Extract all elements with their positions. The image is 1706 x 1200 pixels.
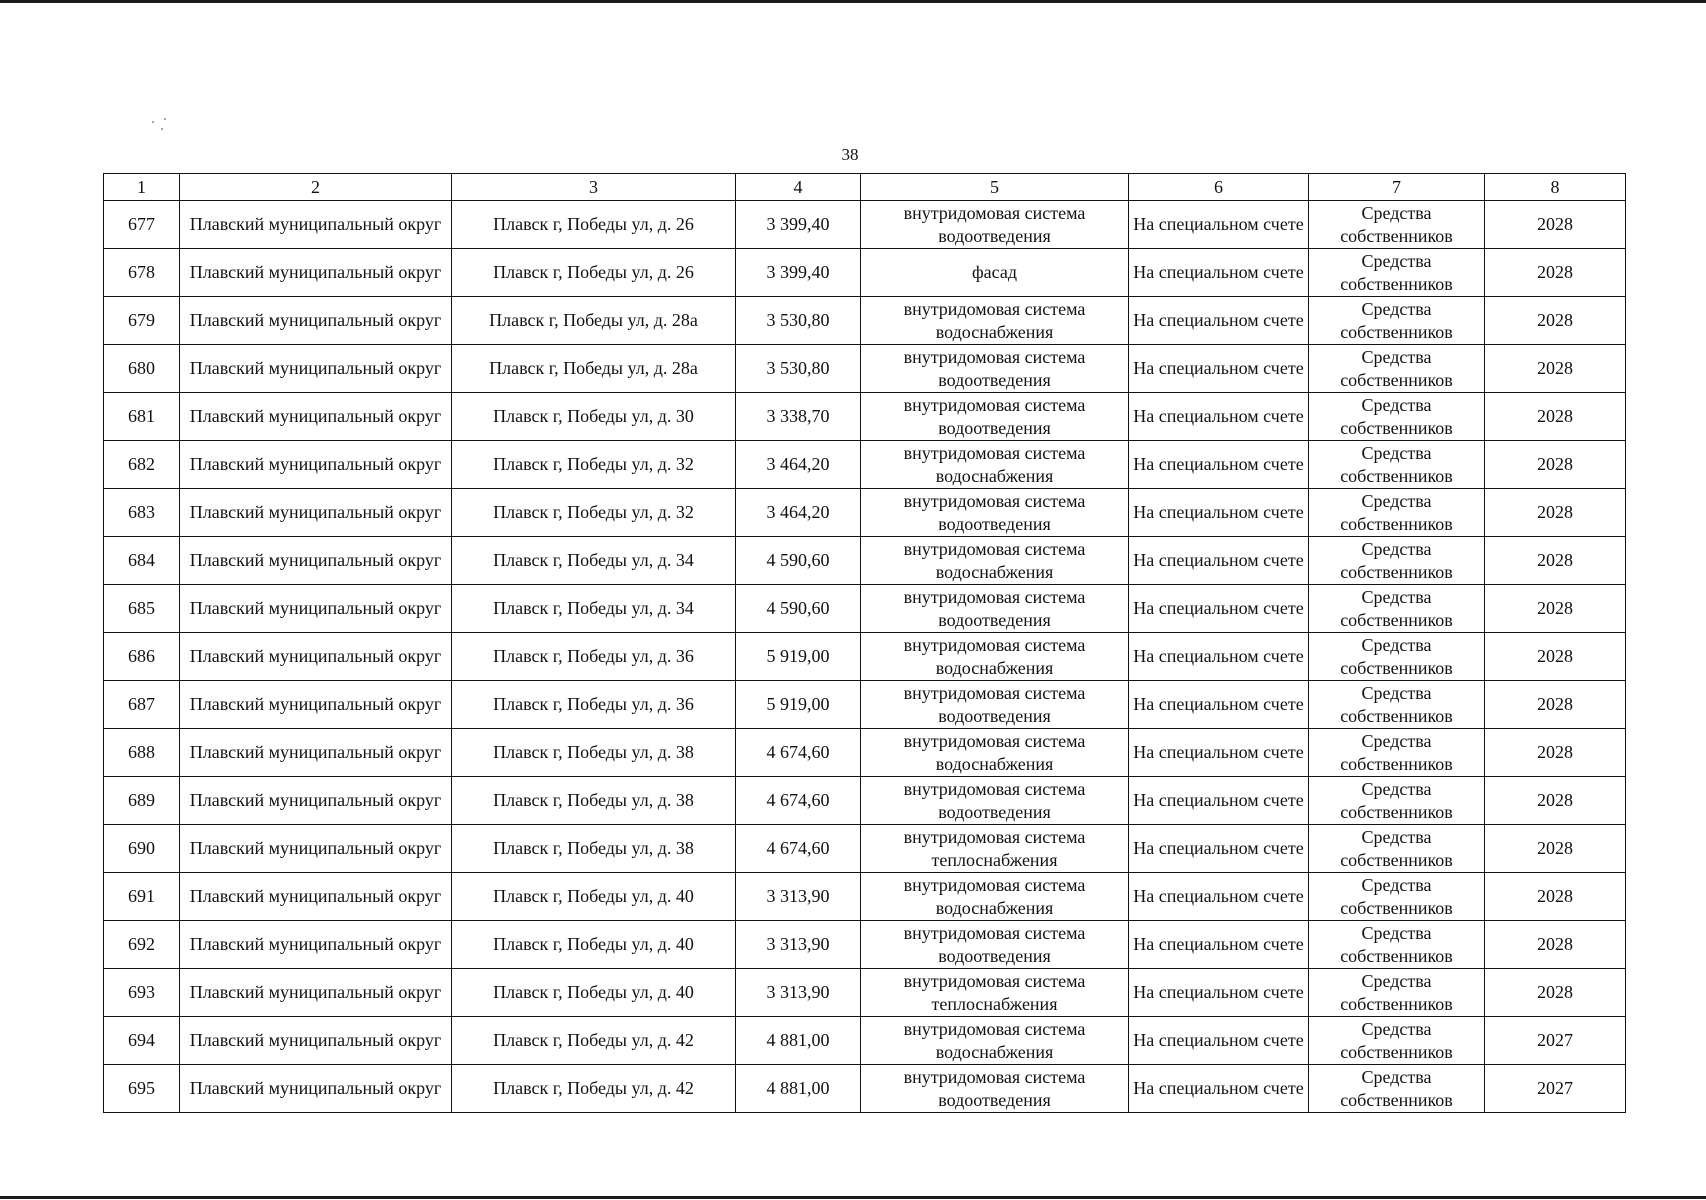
district-cell: Плавский муниципальный округ (180, 825, 452, 873)
district-cell: Плавский муниципальный округ (180, 489, 452, 537)
row-number-cell: 681 (104, 393, 180, 441)
row-number-cell: 678 (104, 249, 180, 297)
district-cell: Плавский муниципальный округ (180, 249, 452, 297)
table-row (104, 969, 1626, 1017)
account-cell: На специальном счете (1129, 537, 1309, 585)
work-type-cell: внутридомовая система водоснабжения (861, 729, 1129, 777)
table-row (104, 681, 1626, 729)
year-cell: 2028 (1485, 969, 1626, 1017)
area-cell: 3 313,90 (736, 969, 861, 1017)
table-row (104, 633, 1626, 681)
row-number-cell: 686 (104, 633, 180, 681)
year-cell: 2028 (1485, 201, 1626, 249)
address-cell: Плавск г, Победы ул, д. 34 (452, 537, 736, 585)
funding-source-cell: Средства собственников (1309, 297, 1485, 345)
year-cell: 2028 (1485, 345, 1626, 393)
district-cell: Плавский муниципальный округ (180, 441, 452, 489)
table-row (104, 921, 1626, 969)
row-number-cell: 692 (104, 921, 180, 969)
table-row (104, 297, 1626, 345)
table-row (104, 585, 1626, 633)
area-cell: 5 919,00 (736, 633, 861, 681)
address-cell: Плавск г, Победы ул, д. 40 (452, 873, 736, 921)
funding-source-cell: Средства собственников (1309, 537, 1485, 585)
district-cell: Плавский муниципальный округ (180, 201, 452, 249)
table-row (104, 249, 1626, 297)
account-cell: На специальном счете (1129, 345, 1309, 393)
column-header: 3 (452, 174, 736, 201)
account-cell: На специальном счете (1129, 1065, 1309, 1113)
work-type-cell: внутридомовая система водоотведения (861, 201, 1129, 249)
year-cell: 2028 (1485, 249, 1626, 297)
year-cell: 2028 (1485, 633, 1626, 681)
district-cell: Плавский муниципальный округ (180, 345, 452, 393)
work-type-cell: внутридомовая система теплоснабжения (861, 969, 1129, 1017)
scan-edge-top (0, 0, 1706, 3)
account-cell: На специальном счете (1129, 441, 1309, 489)
address-cell: Плавск г, Победы ул, д. 28а (452, 345, 736, 393)
registry-body (104, 201, 1626, 1113)
district-cell: Плавский муниципальный округ (180, 585, 452, 633)
account-cell: На специальном счете (1129, 1017, 1309, 1065)
row-number-cell: 688 (104, 729, 180, 777)
area-cell: 4 674,60 (736, 729, 861, 777)
address-cell: Плавск г, Победы ул, д. 26 (452, 201, 736, 249)
area-cell: 4 590,60 (736, 537, 861, 585)
table-row (104, 873, 1626, 921)
column-header: 5 (861, 174, 1129, 201)
address-cell: Плавск г, Победы ул, д. 34 (452, 585, 736, 633)
row-number-cell: 684 (104, 537, 180, 585)
account-cell: На специальном счете (1129, 921, 1309, 969)
address-cell: Плавск г, Победы ул, д. 40 (452, 969, 736, 1017)
table-row (104, 825, 1626, 873)
funding-source-cell: Средства собственников (1309, 1017, 1485, 1065)
address-cell: Плавск г, Победы ул, д. 38 (452, 729, 736, 777)
year-cell: 2028 (1485, 729, 1626, 777)
row-number-cell: 682 (104, 441, 180, 489)
district-cell: Плавский муниципальный округ (180, 1065, 452, 1113)
table-row (104, 777, 1626, 825)
account-cell: На специальном счете (1129, 969, 1309, 1017)
year-cell: 2028 (1485, 297, 1626, 345)
column-number-row (104, 174, 1626, 201)
funding-source-cell: Средства собственников (1309, 489, 1485, 537)
year-cell: 2028 (1485, 873, 1626, 921)
funding-source-cell: Средства собственников (1309, 393, 1485, 441)
work-type-cell: внутридомовая система водоотведения (861, 489, 1129, 537)
area-cell: 3 338,70 (736, 393, 861, 441)
work-type-cell: фасад (861, 249, 1129, 297)
funding-source-cell: Средства собственников (1309, 633, 1485, 681)
address-cell: Плавск г, Победы ул, д. 42 (452, 1065, 736, 1113)
scan-speck (152, 118, 170, 132)
address-cell: Плавск г, Победы ул, д. 28а (452, 297, 736, 345)
account-cell: На специальном счете (1129, 585, 1309, 633)
address-cell: Плавск г, Победы ул, д. 38 (452, 825, 736, 873)
address-cell: Плавск г, Победы ул, д. 38 (452, 777, 736, 825)
district-cell: Плавский муниципальный округ (180, 297, 452, 345)
funding-source-cell: Средства собственников (1309, 921, 1485, 969)
row-number-cell: 687 (104, 681, 180, 729)
funding-source-cell: Средства собственников (1309, 969, 1485, 1017)
district-cell: Плавский муниципальный округ (180, 393, 452, 441)
year-cell: 2027 (1485, 1017, 1626, 1065)
work-type-cell: внутридомовая система водоснабжения (861, 873, 1129, 921)
area-cell: 4 881,00 (736, 1065, 861, 1113)
row-number-cell: 691 (104, 873, 180, 921)
row-number-cell: 689 (104, 777, 180, 825)
funding-source-cell: Средства собственников (1309, 729, 1485, 777)
funding-source-cell: Средства собственников (1309, 681, 1485, 729)
year-cell: 2028 (1485, 681, 1626, 729)
area-cell: 5 919,00 (736, 681, 861, 729)
district-cell: Плавский муниципальный округ (180, 969, 452, 1017)
table-row (104, 393, 1626, 441)
district-cell: Плавский муниципальный округ (180, 777, 452, 825)
funding-source-cell: Средства собственников (1309, 585, 1485, 633)
work-type-cell: внутридомовая система водоотведения (861, 585, 1129, 633)
row-number-cell: 680 (104, 345, 180, 393)
year-cell: 2028 (1485, 825, 1626, 873)
district-cell: Плавский муниципальный округ (180, 537, 452, 585)
account-cell: На специальном счете (1129, 297, 1309, 345)
work-type-cell: внутридомовая система водоснабжения (861, 633, 1129, 681)
page-number: 38 (841, 145, 859, 164)
funding-source-cell: Средства собственников (1309, 873, 1485, 921)
area-cell: 4 674,60 (736, 777, 861, 825)
district-cell: Плавский муниципальный округ (180, 873, 452, 921)
account-cell: На специальном счете (1129, 201, 1309, 249)
funding-source-cell: Средства собственников (1309, 1065, 1485, 1113)
address-cell: Плавск г, Победы ул, д. 42 (452, 1017, 736, 1065)
account-cell: На специальном счете (1129, 633, 1309, 681)
area-cell: 3 313,90 (736, 873, 861, 921)
column-header: 8 (1485, 174, 1626, 201)
year-cell: 2028 (1485, 441, 1626, 489)
area-cell: 3 464,20 (736, 489, 861, 537)
year-cell: 2028 (1485, 393, 1626, 441)
area-cell: 4 674,60 (736, 825, 861, 873)
column-header: 6 (1129, 174, 1309, 201)
work-type-cell: внутридомовая система водоотведения (861, 1065, 1129, 1113)
area-cell: 3 399,40 (736, 201, 861, 249)
account-cell: На специальном счете (1129, 729, 1309, 777)
account-cell: На специальном счете (1129, 681, 1309, 729)
area-cell: 3 530,80 (736, 297, 861, 345)
district-cell: Плавский муниципальный округ (180, 633, 452, 681)
account-cell: На специальном счете (1129, 825, 1309, 873)
row-number-cell: 677 (104, 201, 180, 249)
account-cell: На специальном счете (1129, 489, 1309, 537)
area-cell: 3 464,20 (736, 441, 861, 489)
funding-source-cell: Средства собственников (1309, 825, 1485, 873)
table-row (104, 201, 1626, 249)
address-cell: Плавск г, Победы ул, д. 30 (452, 393, 736, 441)
work-type-cell: внутридомовая система водоснабжения (861, 537, 1129, 585)
year-cell: 2028 (1485, 537, 1626, 585)
row-number-cell: 685 (104, 585, 180, 633)
table-row (104, 537, 1626, 585)
year-cell: 2028 (1485, 585, 1626, 633)
row-number-cell: 693 (104, 969, 180, 1017)
area-cell: 3 313,90 (736, 921, 861, 969)
address-cell: Плавск г, Победы ул, д. 32 (452, 441, 736, 489)
funding-source-cell: Средства собственников (1309, 777, 1485, 825)
account-cell: На специальном счете (1129, 393, 1309, 441)
work-type-cell: внутридомовая система водоотведения (861, 393, 1129, 441)
column-header: 7 (1309, 174, 1485, 201)
district-cell: Плавский муниципальный округ (180, 729, 452, 777)
area-cell: 3 530,80 (736, 345, 861, 393)
funding-source-cell: Средства собственников (1309, 201, 1485, 249)
funding-source-cell: Средства собственников (1309, 345, 1485, 393)
work-type-cell: внутридомовая система водоотведения (861, 777, 1129, 825)
funding-source-cell: Средства собственников (1309, 249, 1485, 297)
table-row (104, 729, 1626, 777)
row-number-cell: 694 (104, 1017, 180, 1065)
area-cell: 3 399,40 (736, 249, 861, 297)
area-cell: 4 881,00 (736, 1017, 861, 1065)
district-cell: Плавский муниципальный округ (180, 1017, 452, 1065)
work-type-cell: внутридомовая система водоснабжения (861, 1017, 1129, 1065)
column-header: 1 (104, 174, 180, 201)
table-row (104, 1065, 1626, 1113)
address-cell: Плавск г, Победы ул, д. 32 (452, 489, 736, 537)
work-type-cell: внутридомовая система водоотведения (861, 345, 1129, 393)
district-cell: Плавский муниципальный округ (180, 921, 452, 969)
year-cell: 2028 (1485, 921, 1626, 969)
work-type-cell: внутридомовая система водоотведения (861, 681, 1129, 729)
work-type-cell: внутридомовая система водоснабжения (861, 297, 1129, 345)
work-type-cell: внутридомовая система теплоснабжения (861, 825, 1129, 873)
account-cell: На специальном счете (1129, 873, 1309, 921)
address-cell: Плавск г, Победы ул, д. 36 (452, 681, 736, 729)
table-row (104, 441, 1626, 489)
table-row (104, 1017, 1626, 1065)
scan-edge-bottom (0, 1196, 1706, 1199)
district-cell: Плавский муниципальный округ (180, 681, 452, 729)
row-number-cell: 683 (104, 489, 180, 537)
address-cell: Плавск г, Победы ул, д. 36 (452, 633, 736, 681)
funding-source-cell: Средства собственников (1309, 441, 1485, 489)
account-cell: На специальном счете (1129, 777, 1309, 825)
column-header: 2 (180, 174, 452, 201)
year-cell: 2027 (1485, 1065, 1626, 1113)
account-cell: На специальном счете (1129, 249, 1309, 297)
work-type-cell: внутридомовая система водоотведения (861, 921, 1129, 969)
row-number-cell: 690 (104, 825, 180, 873)
address-cell: Плавск г, Победы ул, д. 40 (452, 921, 736, 969)
table-row (104, 345, 1626, 393)
year-cell: 2028 (1485, 777, 1626, 825)
work-type-cell: внутридомовая система водоснабжения (861, 441, 1129, 489)
address-cell: Плавск г, Победы ул, д. 26 (452, 249, 736, 297)
table-row (104, 489, 1626, 537)
registry-table (103, 173, 1626, 1113)
area-cell: 4 590,60 (736, 585, 861, 633)
year-cell: 2028 (1485, 489, 1626, 537)
column-header: 4 (736, 174, 861, 201)
row-number-cell: 695 (104, 1065, 180, 1113)
row-number-cell: 679 (104, 297, 180, 345)
